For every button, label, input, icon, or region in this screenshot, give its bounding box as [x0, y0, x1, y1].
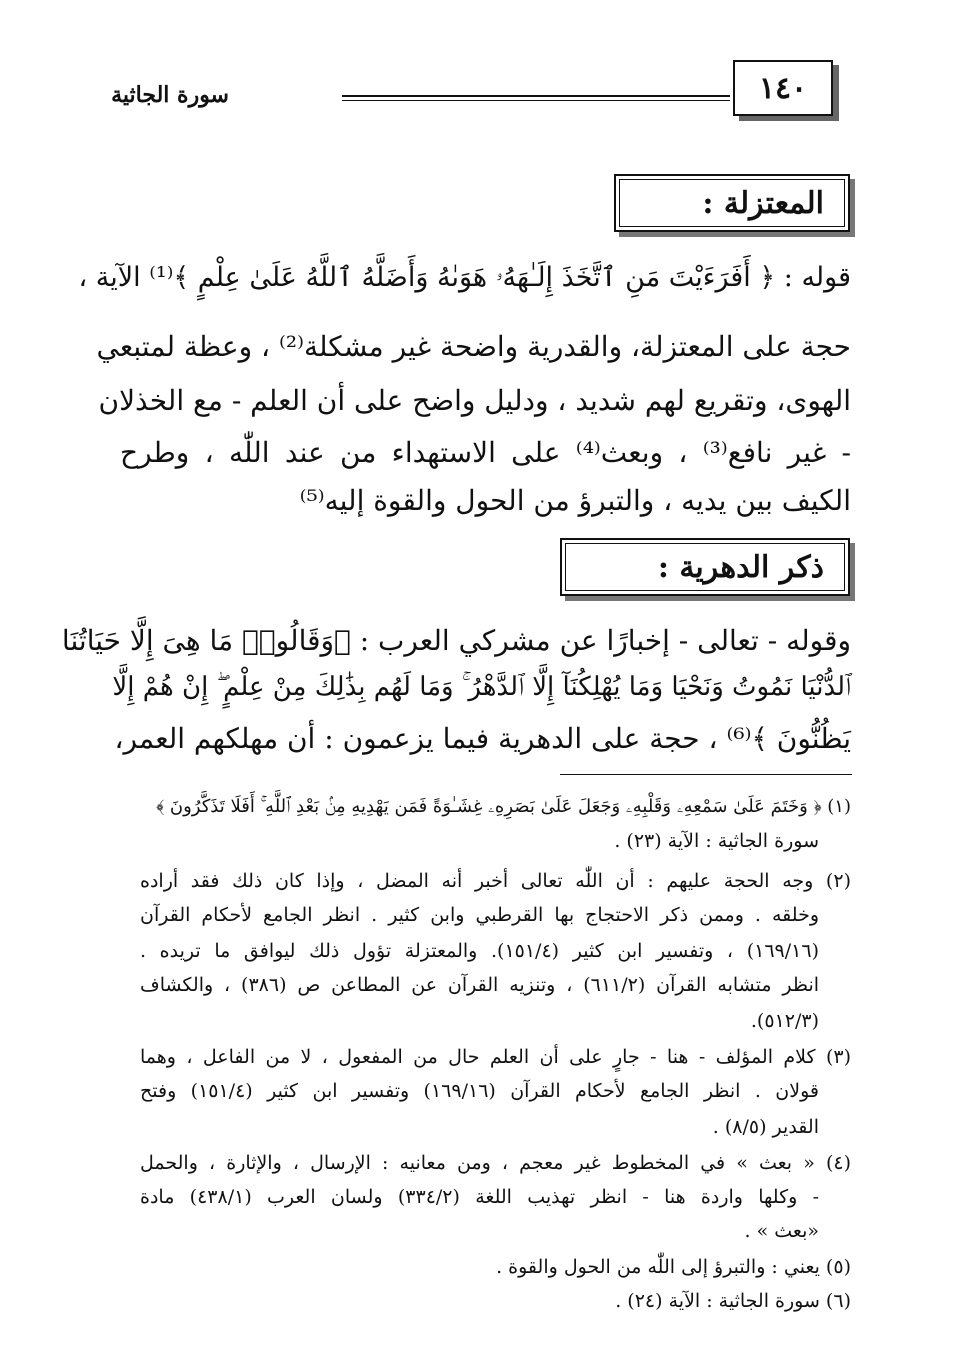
footnote-line: (٣) كلام المؤلف - هنا - جارٍ على أن العلم حال من المفعول ، لا من الفاعل ، وهما: [140, 1046, 851, 1068]
body-line: وقوله - تعالى - إخبارًا عن مشركي العرب : ﴿وَقَالُوا۟ مَا هِىَ إِلَّا حَيَاتُنَا: [61, 624, 851, 657]
page-number-text: ١٤٠: [758, 70, 808, 106]
footnote-line: (٤) « بعث » في المخطوط غير معجم ، ومن معانيه : الإرسال ، والإثارة ، والحمل: [140, 1152, 851, 1174]
footnote-line: انظر متشابه القرآن (٦١١/٢) ، وتنزيه القرآن عن المطاعن ص (٣٨٦) ، والكشاف: [140, 974, 820, 996]
footnote-line: القدير (٨/٥) .: [712, 1116, 819, 1138]
header-rule: [342, 95, 730, 97]
body-line: حجة على المعتزلة، والقدرية واضحة غير مشكلة⁽²⁾ ، وعظة لمتبعي: [96, 330, 851, 363]
footnote-line: (١) ﴿ وَخَتَمَ عَلَىٰ سَمْعِهِۦ وَقَلْبِهِۦ وَجَعَلَ عَلَىٰ بَصَرِهِۦ غِشَـٰوَةً فَمَن يَهْدِيهِ مِنۢ بَعْدِ ٱللَّهِ ۚ أَفَلَا تَذَكَّرُونَ ﴾: [156, 796, 851, 817]
footnote-line: «بعث » .: [744, 1220, 819, 1242]
body-line: - غير نافع⁽³⁾ ، وبعث⁽⁴⁾ على الاستهداء من عند اللّٰه ، وطرح: [120, 436, 851, 469]
section-heading-dahriyya: [560, 538, 850, 596]
footnote-line: (٦) سورة الجاثية : الآية (٢٤) .: [615, 1290, 851, 1312]
footnote-line: سورة الجاثية : الآية (٢٣) .: [614, 830, 819, 852]
body-line: الهوى، وتقريع لهم شديد ، ودليل واضح على أن العلم - مع الخذلان: [98, 384, 851, 417]
footnote-line: (٥١٢/٣).: [750, 1010, 819, 1032]
body-line: ٱلدُّنْيَا نَمُوتُ وَنَحْيَا وَمَا يُهْلِكُنَآ إِلَّا ٱلدَّهْرُ ۚ وَمَا لَهُم بِذَٰلِكَ مِنْ عِلْمٍ ۖ إِنْ هُمْ إِلَّا: [112, 672, 851, 702]
footnote-separator: [560, 774, 852, 775]
footnote-line: (٥) يعني : والتبرؤ إلى اللّٰه من الحول والقوة .: [496, 1256, 851, 1278]
section-heading-text: المعتزلة :: [702, 185, 824, 221]
body-line: يَظُنُّونَ ﴾⁽⁶⁾ ، حجة على الدهرية فيما يزعمون : أن مهلكهم العمر،: [114, 722, 851, 755]
section-heading-mutazila: [614, 174, 850, 232]
section-heading-text: ذكر الدهرية :: [657, 549, 824, 585]
footnote-line: قولان . انظر الجامع لأحكام القرآن (١٦٩/١٦) وتفسير ابن كثير (١٥١/٤) وفتح: [140, 1080, 819, 1102]
page-number: [733, 60, 833, 116]
header-rule-thin: [342, 100, 730, 101]
footnote-line: - وكلها واردة هنا - انظر تهذيب اللغة (٣٣٤/٢) ولسان العرب (٤٣٨/١) مادة: [140, 1186, 819, 1208]
footnote-line: (١٦٩/١٦) ، وتفسير ابن كثير (١٥١/٤). والمعتزلة تؤول ذلك ليوافق ما تريده .: [140, 940, 819, 962]
body-line: قوله : ﴿ أَفَرَءَيْتَ مَنِ ٱتَّخَذَ إِلَـٰهَهُۥ هَوَىٰهُ وَأَضَلَّهُ ٱللَّهُ عَلَىٰ عِلْمٍ ﴾⁽¹⁾ الآية ،: [78, 262, 851, 293]
footnote-line: (٢) وجه الحجة عليهم : أن اللّٰه تعالى أخبر أنه المضل ، وإذا كان ذلك فقد أراده: [140, 870, 851, 892]
body-line: الكيف بين يديه ، والتبرؤ من الحول والقوة إليه⁽⁵⁾: [299, 484, 851, 517]
running-header-title: سورة الجاثية: [111, 82, 229, 108]
footnote-line: وخلقه . وممن ذكر الاحتجاج بها القرطبي وابن كثير . انظر الجامع لأحكام القرآن: [140, 904, 819, 926]
